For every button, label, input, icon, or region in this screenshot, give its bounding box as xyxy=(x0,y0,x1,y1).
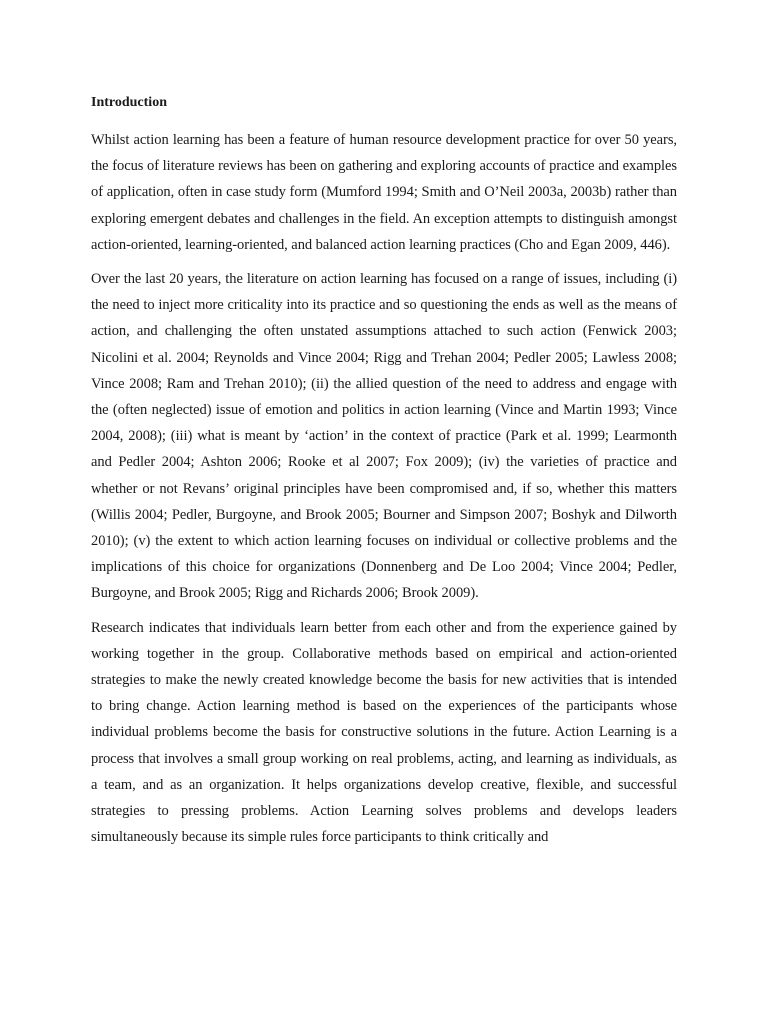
paragraph-2: Over the last 20 years, the literature on action learning has focused on a range of issues, including (i) the need to inject more criticality into its practice and so questioning the ends as well as the means of action, and challenging the often unstated assumptions attached to such action (Fenwick 2003; Nicolini et al. 2004; Reynolds and Vince 2004; Rigg and Trehan 2004; Pedler 2005; Lawless 2008; Vince 2008; Ram and Trehan 2010); (ii) the allied question of the need to address and engage with the (often neglected) issue of emotion and politics in action learning (Vince and Martin 1993; Vince 2004, 2008); (iii) what is meant by ‘action’ in the context of practice (Park et al. 1999; Learmonth and Pedler 2004; Ashton 2006; Rooke et al 2007; Fox 2009); (iv) the varieties of practice and whether or not Revans’ original principles have been compromised and, if so, whether this matters (Willis 2004; Pedler, Burgoyne, and Brook 2005; Bourner and Simpson 2007; Boshyk and Dilworth 2010); (v) the extent to which action learning focuses on individual or collective problems and the implications of this choice for organizations (Donnenberg and De Loo 2004; Vince 2004; Pedler, Burgoyne, and Brook 2005; Rigg and Richards 2006; Brook 2009). xyxy=(91,271,677,602)
section-heading: Introduction xyxy=(91,95,167,110)
document-page xyxy=(91,93,677,858)
paragraph-1: Whilst action learning has been a feature of human resource development practice for over 50 years, the focus of literature reviews has been on gathering and exploring accounts of practice and examples of application, often in case study form (Mumford 1994; Smith and O’Neil 2003a, 2003b) rather than exploring emergent debates and challenges in the field. An exception attempts to distinguish amongst action-oriented, learning-oriented, and balanced action learning practices (Cho and Egan 2009, 446). xyxy=(91,132,677,253)
paragraph-3: Research indicates that individuals learn better from each other and from the experience gained by working together in the group. Collaborative methods based on empirical and action-oriented strategies to make the newly created knowledge become the basis for new activities that is intended to bring change. Action learning method is based on the experiences of the participants whose individual problems become the basis for constructive solutions in the future. Action Learning is a process that involves a small group working on real problems, acting, and learning as individuals, as a team, and as an organization. It helps organizations develop creative, flexible, and successful strategies to pressing problems. Action Learning solves problems and develops leaders simultaneously because its simple rules force participants to think critically and xyxy=(91,619,677,846)
